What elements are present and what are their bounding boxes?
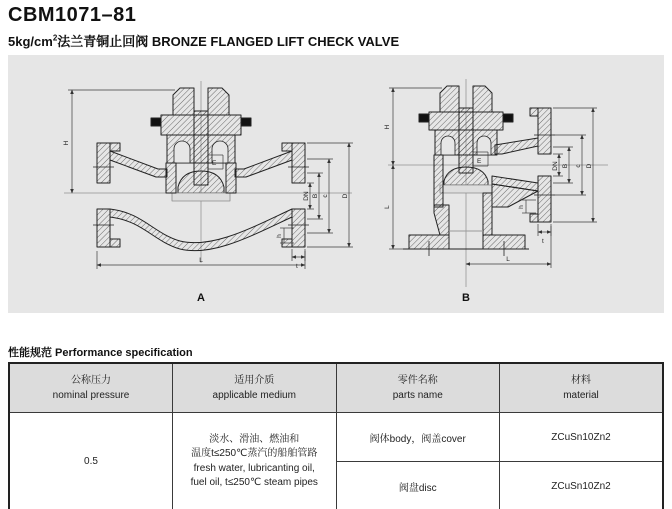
- drawing-a-caption: A: [197, 292, 205, 304]
- medium-line-4: fuel oil, t≤250℃ steam pipes: [190, 477, 318, 488]
- header-applicable-medium-en: applicable medium: [212, 390, 296, 401]
- subtitle-superscript: 2: [52, 33, 58, 43]
- header-nominal-pressure: [9, 363, 173, 413]
- table-row: [9, 413, 663, 462]
- header-material-zh: 材料: [571, 375, 591, 386]
- drawing-b-caption: B: [462, 292, 470, 304]
- medium-line-1: 淡水、滑油、燃油和: [209, 433, 300, 445]
- dim-label-H: H: [384, 124, 391, 130]
- dim-label-c: c: [575, 164, 582, 168]
- section-heading: 性能规范 Performance specification: [8, 347, 193, 359]
- valve-drawings-svg: [8, 55, 664, 313]
- cell-material-body-cover: ZCuSn10Zn2: [500, 413, 664, 462]
- dim-label-h: h: [276, 234, 283, 238]
- dim-label-L-left: L: [384, 205, 391, 209]
- medium-line-3: fresh water, lubricanting oil,: [193, 462, 315, 474]
- cell-material-disc: ZCuSn10Zn2: [500, 462, 664, 509]
- page-title: CBM1071–81: [8, 4, 137, 26]
- dim-label-D: D: [586, 163, 593, 169]
- subtitle-text: 法兰青铜止回阀 BRONZE FLANGED LIFT CHECK VALVE: [57, 34, 400, 49]
- dim-label-t: t: [296, 263, 298, 270]
- dim-label-E: E: [477, 158, 482, 165]
- cell-part-disc: 阀盘disc: [336, 462, 500, 509]
- dim-label-c: c: [322, 194, 329, 198]
- technical-drawing-panel: [8, 55, 664, 313]
- page-subtitle: [8, 31, 399, 50]
- header-parts-name-zh: 零件名称: [397, 375, 438, 386]
- dim-label-h: h: [518, 205, 525, 209]
- medium-line-2: 温度t≤250℃蒸汽的船舶管路: [191, 448, 318, 459]
- dim-label-DN: DN: [303, 191, 310, 201]
- subtitle-prefix: 5kg/cm: [8, 34, 53, 49]
- drawing-a: [63, 81, 353, 304]
- header-nominal-pressure-en: nominal pressure: [52, 390, 130, 401]
- cell-nominal-pressure: 0.5: [9, 413, 173, 509]
- dim-label-L-bottom: L: [506, 256, 510, 263]
- table-header-row: [9, 363, 663, 413]
- cell-applicable-medium: [173, 413, 337, 509]
- header-parts-name: [336, 363, 500, 413]
- header-material-en: material: [563, 390, 599, 401]
- drawing-b-body: [409, 86, 551, 249]
- dim-label-B: B: [562, 163, 569, 169]
- dim-label-B: B: [312, 193, 319, 199]
- performance-spec-table: [8, 362, 664, 509]
- dim-label-H: H: [63, 140, 70, 146]
- drawing-b: [384, 79, 608, 304]
- dim-label-E: E: [212, 160, 217, 167]
- cell-part-body-cover: 阀体body，阀盖cover: [336, 413, 500, 462]
- header-material: [500, 363, 664, 413]
- header-nominal-pressure-zh: 公称压力: [71, 375, 111, 386]
- header-applicable-medium: [173, 363, 337, 413]
- dim-label-DN: DN: [552, 161, 559, 171]
- header-parts-name-en: parts name: [392, 390, 443, 401]
- header-applicable-medium-zh: 适用介质: [234, 375, 275, 386]
- dim-label-D: D: [342, 193, 349, 199]
- dim-label-t: t: [542, 238, 544, 245]
- dim-label-L: L: [199, 257, 203, 264]
